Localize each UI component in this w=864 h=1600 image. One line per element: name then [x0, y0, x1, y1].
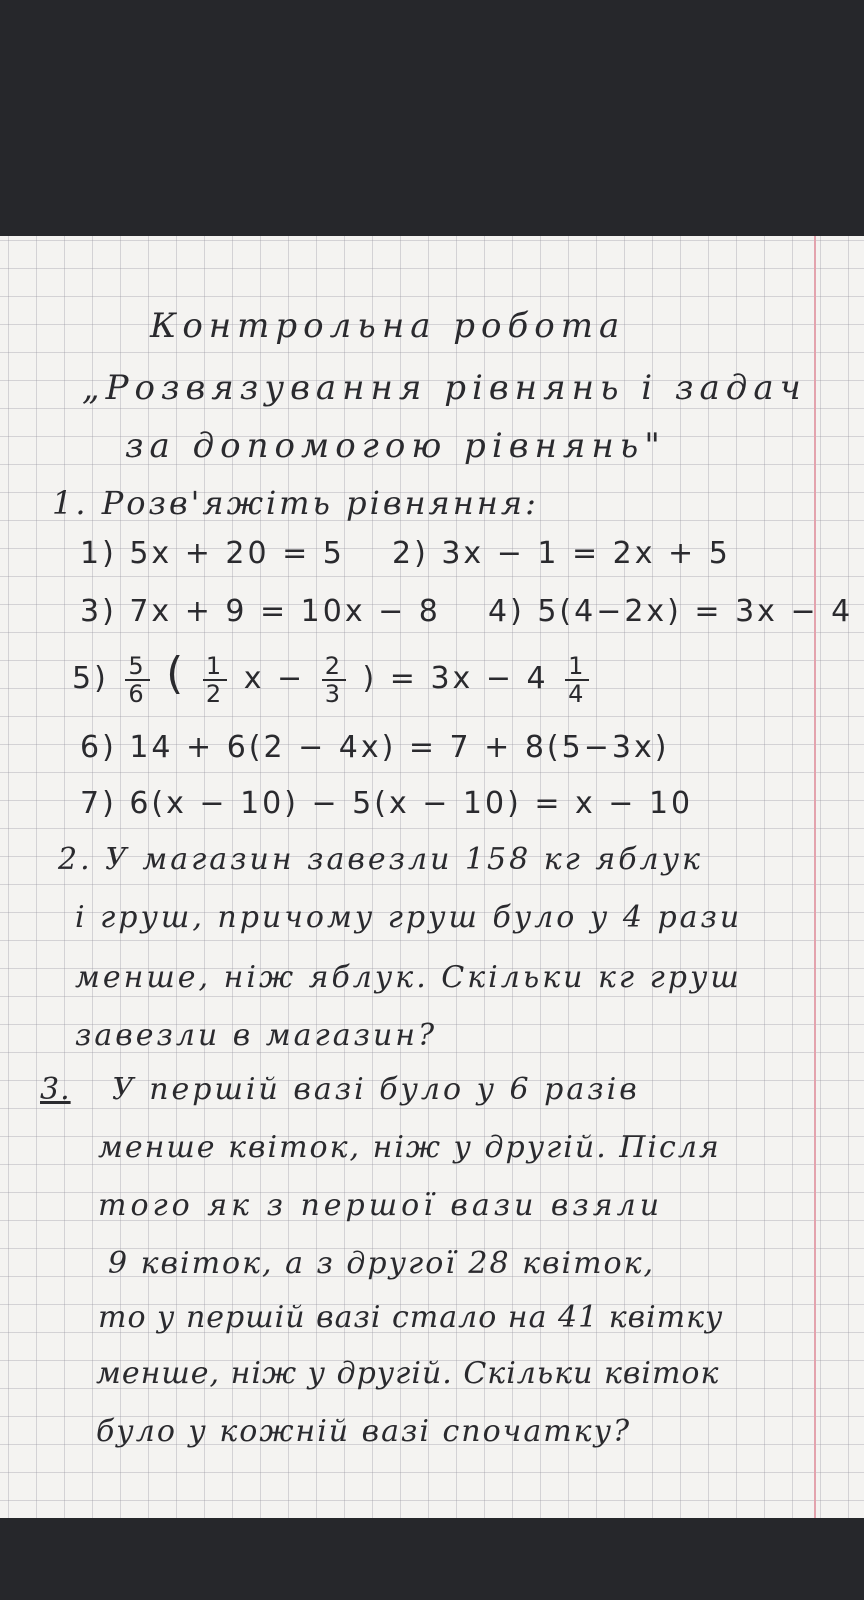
title-line-3: за допомогою рівнянь" [125, 426, 666, 466]
task2-line-2: і груш, причому груш було у 4 рази [75, 900, 743, 935]
fraction-5-6 [125, 653, 149, 707]
top-dark-band [0, 0, 864, 236]
fraction-denominator: 2 [205, 679, 225, 708]
equation-3: 3) 7x + 9 = 10x − 8 [80, 594, 441, 629]
equation-5-mid: x − [243, 661, 306, 696]
fraction-numerator: 5 [125, 653, 149, 681]
fraction-numerator: 1 [203, 653, 227, 681]
title-line-1: Контрольна робота [150, 306, 626, 346]
task3-line-4: 9 квіток, а з другої 28 квіток, [108, 1246, 656, 1281]
equation-5-label: 5) [72, 661, 109, 696]
task1-heading: 1. Розв'яжіть рівняння: [52, 484, 539, 522]
fraction-denominator: 6 [128, 679, 147, 708]
page-margin-line [814, 236, 816, 1518]
equation-4: 4) 5(4−2x) = 3x − 4 [488, 594, 854, 629]
task3-line-3: того як з першої вази взяли [98, 1188, 664, 1223]
equation-5 [72, 648, 593, 707]
fraction-denominator: 3 [324, 679, 343, 708]
equation-7: 7) 6(x − 10) − 5(x − 10) = x − 10 [80, 786, 694, 821]
task3-line-6: менше, ніж у другій. Скільки квіток [96, 1356, 720, 1391]
notebook-page [0, 236, 864, 1518]
equation-5-close: ) = 3x − 4 [362, 661, 549, 696]
fraction-2-3 [322, 653, 346, 707]
equation-5-open: ( [166, 648, 187, 699]
fraction-1-4 [565, 653, 589, 707]
task3-line-7: було у кожній вазі спочатку? [96, 1414, 632, 1449]
task2-line-1: 2. У магазин завезли 158 кг яблук [58, 842, 703, 877]
bottom-dark-band [0, 1518, 864, 1600]
title-line-2: „Розвязування рівнянь і задач [82, 368, 807, 408]
task3-line-5: то у першій вазі стало на 41 квітку [98, 1300, 724, 1335]
equation-1: 1) 5x + 20 = 5 [80, 536, 345, 571]
task3-number: 3. [40, 1072, 71, 1107]
task3-line-2: менше квіток, ніж у другій. Після [98, 1130, 721, 1165]
equation-2: 2) 3x − 1 = 2x + 5 [392, 536, 731, 571]
task2-line-3: менше, ніж яблук. Скільки кг груш [75, 960, 742, 995]
equation-6: 6) 14 + 6(2 − 4x) = 7 + 8(5−3x) [80, 730, 670, 765]
task2-line-4: завезли в магазин? [75, 1018, 438, 1053]
task3-line-1: У першій вазі було у 6 разів [112, 1072, 640, 1107]
fraction-1-2 [203, 653, 227, 707]
fraction-numerator: 2 [322, 653, 346, 681]
fraction-numerator: 1 [565, 653, 589, 681]
fraction-denominator: 4 [568, 679, 587, 708]
